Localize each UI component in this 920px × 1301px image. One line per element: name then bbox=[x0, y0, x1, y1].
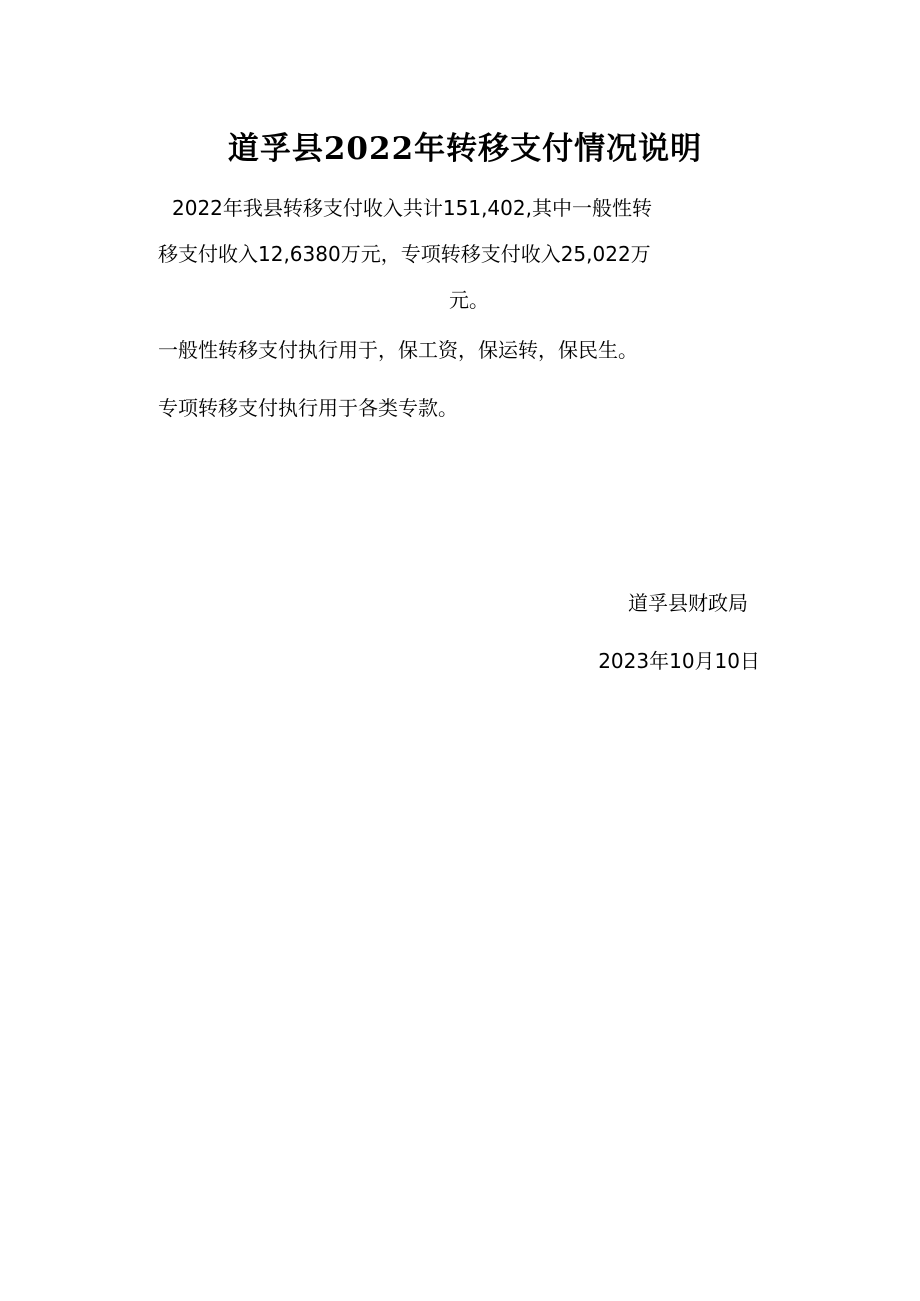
paragraph-general-transfer-use: 一般性转移支付执行用于，保工资，保运转，保民生。 bbox=[158, 338, 638, 362]
paragraph-transfer-income bbox=[158, 196, 772, 334]
paragraph-line: 2022年我县转移支付收入共计151,402,其中一般性转 bbox=[172, 196, 652, 220]
document-date: 2023年10月10日 bbox=[598, 649, 760, 673]
paragraph-special-transfer-use: 专项转移支付执行用于各类专款。 bbox=[158, 396, 458, 420]
paragraph-line: 元。 bbox=[449, 288, 489, 312]
document-title: 道孚县2022年转移支付情况说明 bbox=[227, 131, 703, 167]
paragraph-line: 移支付收入12,6380万元，专项转移支付收入25,022万 bbox=[158, 242, 651, 266]
signature-organization: 道孚县财政局 bbox=[628, 591, 748, 615]
